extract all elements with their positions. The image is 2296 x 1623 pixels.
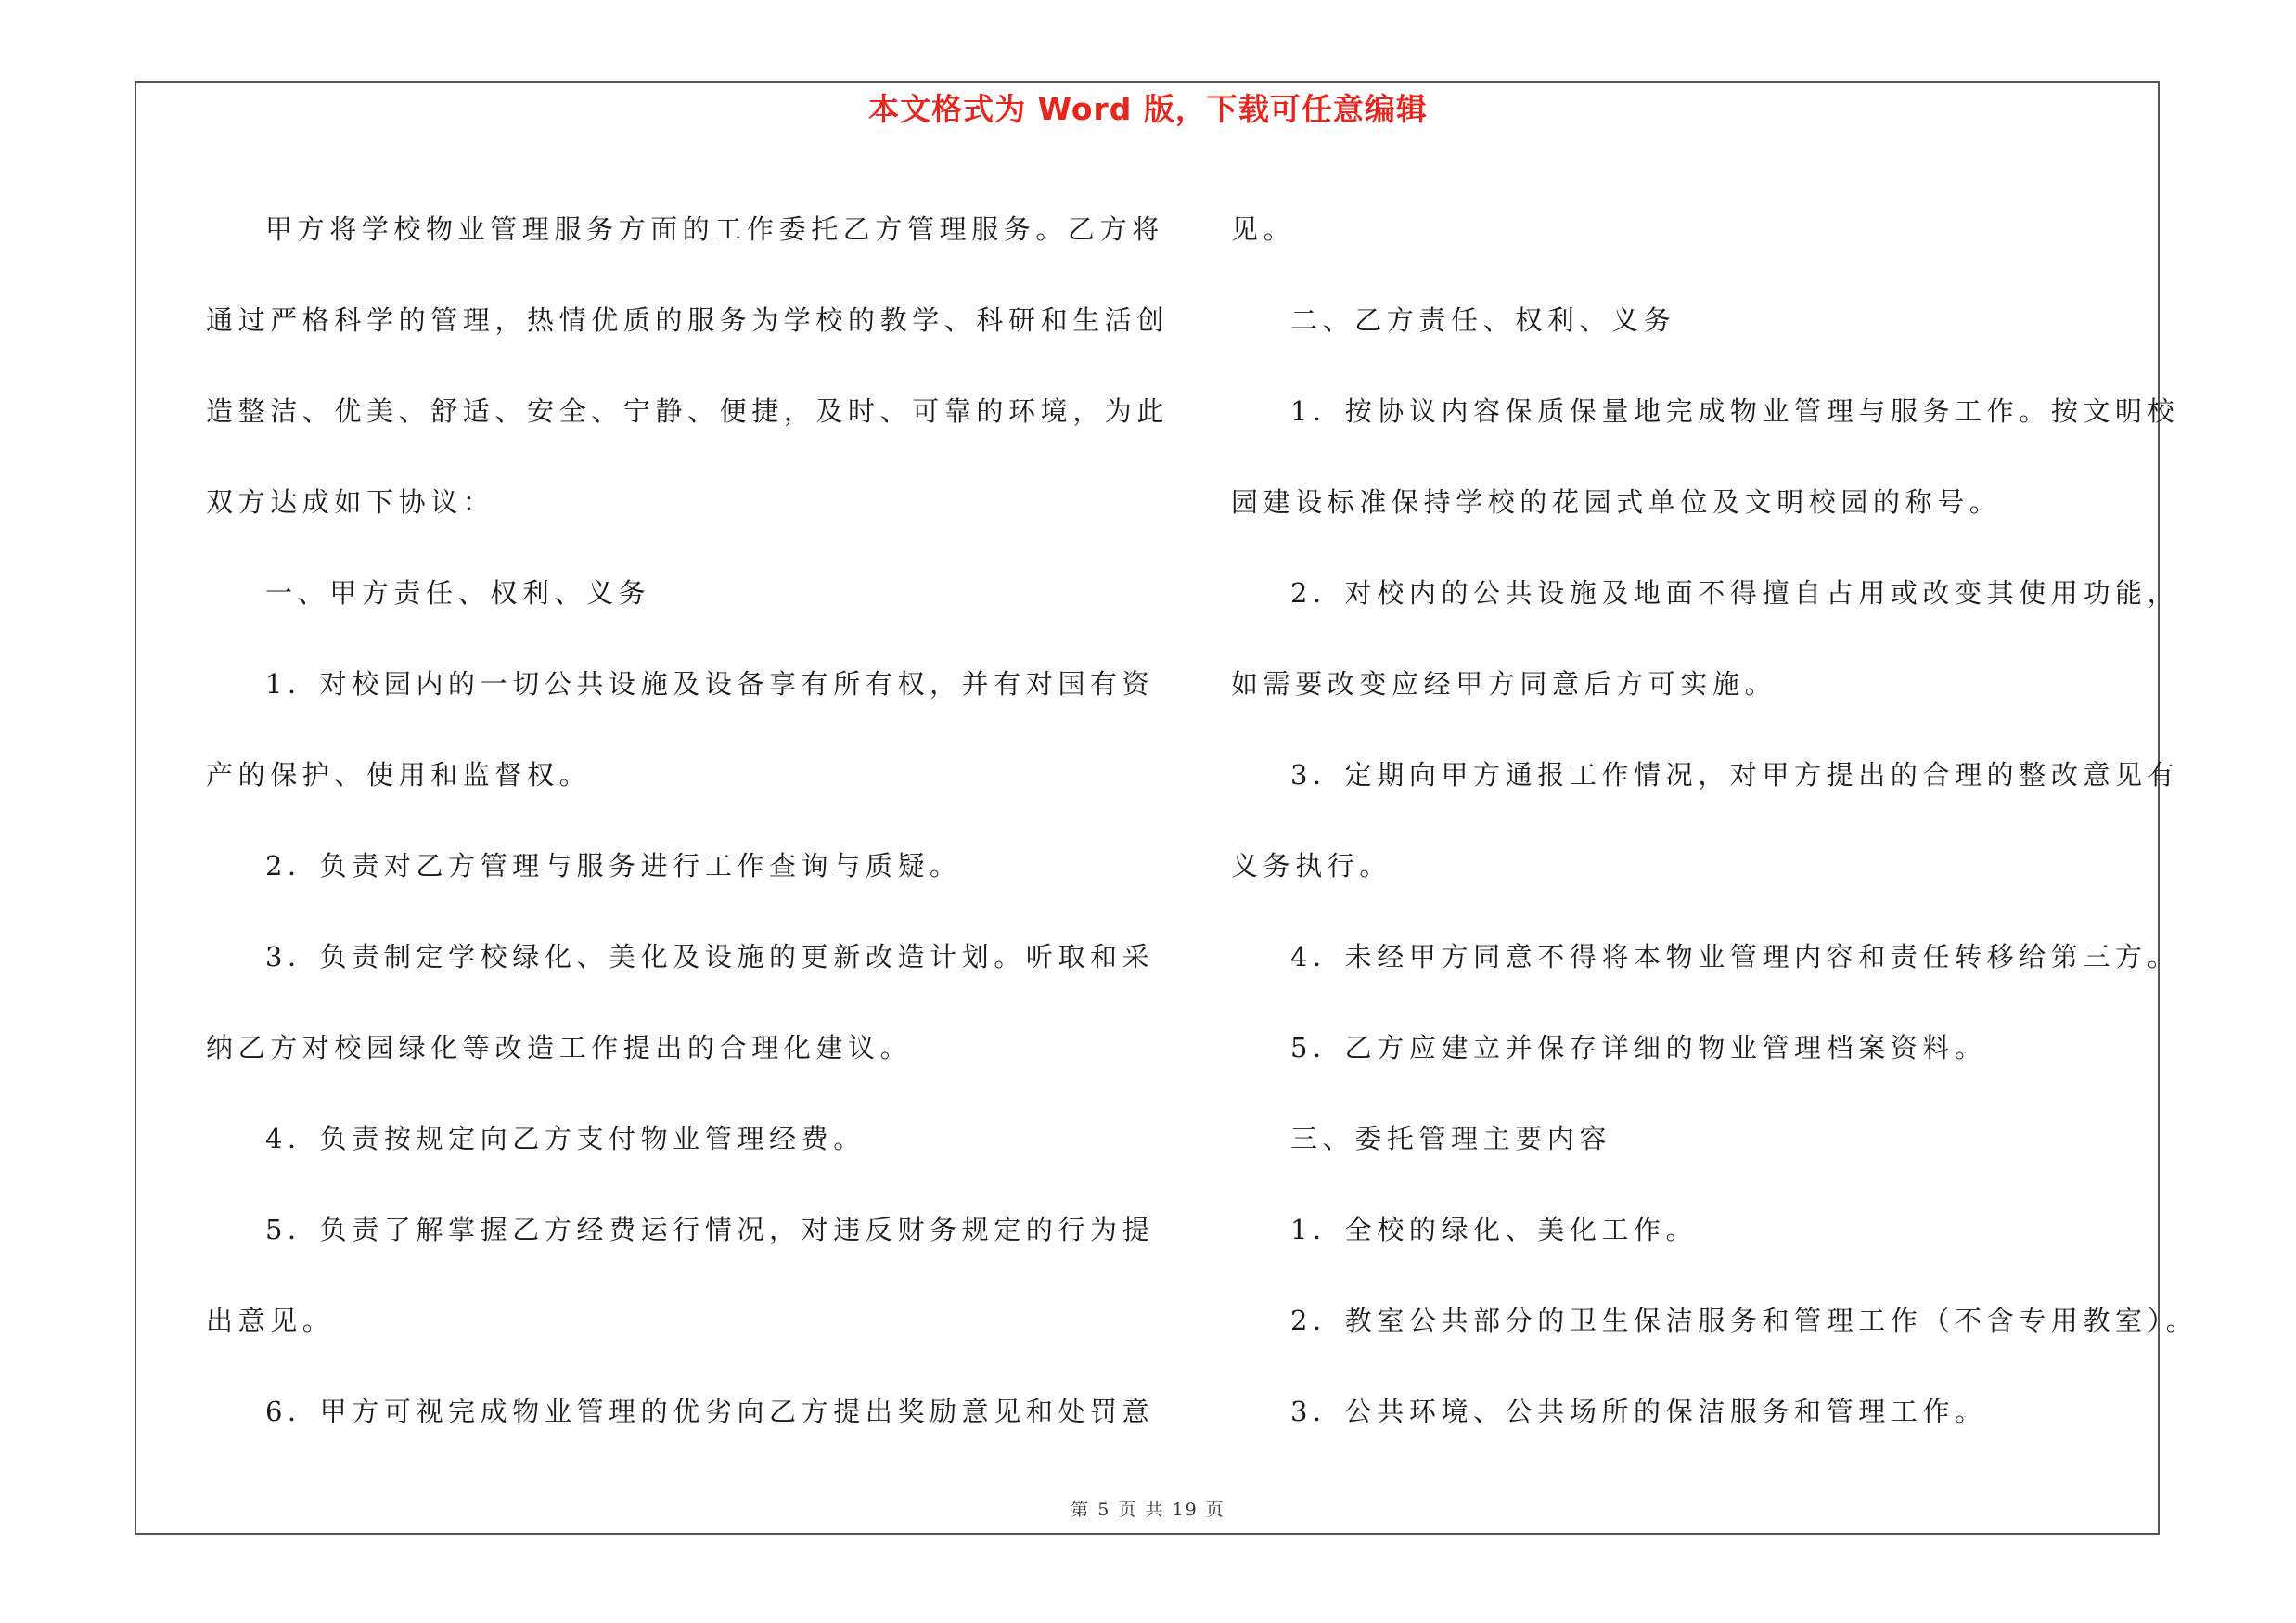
paragraph-line: 如需要改变应经甲方同意后方可实施。 (1231, 668, 1777, 700)
section-heading: 三、委托管理主要内容 (1290, 1123, 1612, 1154)
paragraph-line: 2．对校内的公共设施及地面不得擅自占用或改变其使用功能， (1290, 577, 2180, 609)
paragraph-line: 义务执行。 (1231, 850, 1392, 882)
paragraph-line: 通过严格科学的管理，热情优质的服务为学校的教学、科研和生活创 (206, 304, 1170, 336)
word-format-banner: 本文格式为 Word 版，下载可任意编辑 (868, 91, 1428, 127)
paragraph-line: 3．公共环境、公共场所的保洁服务和管理工作。 (1290, 1396, 1987, 1427)
paragraph-line: 1．全校的绿化、美化工作。 (1290, 1214, 1699, 1245)
paragraph-line: 造整洁、优美、舒适、安全、宁静、便捷，及时、可靠的环境，为此 (206, 395, 1170, 427)
paragraph-line: 园建设标准保持学校的花园式单位及文明校园的称号。 (1231, 486, 2002, 518)
paragraph-line: 1．对校园内的一切公共设施及设备享有所有权，并有对国有资 (265, 668, 1155, 700)
paragraph-line: 纳乙方对校园绿化等改造工作提出的合理化建议。 (206, 1032, 913, 1063)
page-number-footer: 第 5 页 共 19 页 (1071, 1500, 1225, 1520)
right-text-column (1231, 184, 2199, 1457)
section-heading: 一、甲方责任、权利、义务 (265, 577, 651, 609)
paragraph-line: 3．定期向甲方通报工作情况，对甲方提出的合理的整改意见有 (1290, 759, 2180, 791)
paragraph-line: 2．负责对乙方管理与服务进行工作查询与质疑。 (265, 850, 962, 882)
paragraph-line: 6．甲方可视完成物业管理的优劣向乙方提出奖励意见和处罚意 (265, 1396, 1155, 1427)
paragraph-line: 4．负责按规定向乙方支付物业管理经费。 (265, 1123, 866, 1154)
paragraph-line: 2．教室公共部分的卫生保洁服务和管理工作（不含专用教室）。 (1290, 1305, 2199, 1336)
left-text-column (206, 184, 1170, 1457)
paragraph-line: 4．未经甲方同意不得将本物业管理内容和责任转移给第三方。 (1290, 941, 2180, 973)
paragraph-line: 双方达成如下协议： (206, 486, 495, 518)
paragraph-line: 1．按协议内容保质保量地完成物业管理与服务工作。按文明校 (1290, 395, 2180, 427)
section-heading: 二、乙方责任、权利、义务 (1290, 304, 1676, 336)
paragraph-line: 甲方将学校物业管理服务方面的工作委托乙方管理服务。乙方将 (265, 213, 1164, 245)
paragraph-line: 5．乙方应建立并保存详细的物业管理档案资料。 (1290, 1032, 1987, 1063)
paragraph-line: 5．负责了解掌握乙方经费运行情况，对违反财务规定的行为提 (265, 1214, 1155, 1245)
paragraph-line: 出意见。 (206, 1305, 335, 1336)
paragraph-line: 产的保护、使用和监督权。 (206, 759, 592, 791)
paragraph-line: 见。 (1231, 213, 1296, 245)
paragraph-line: 3．负责制定学校绿化、美化及设施的更新改造计划。听取和采 (265, 941, 1155, 973)
